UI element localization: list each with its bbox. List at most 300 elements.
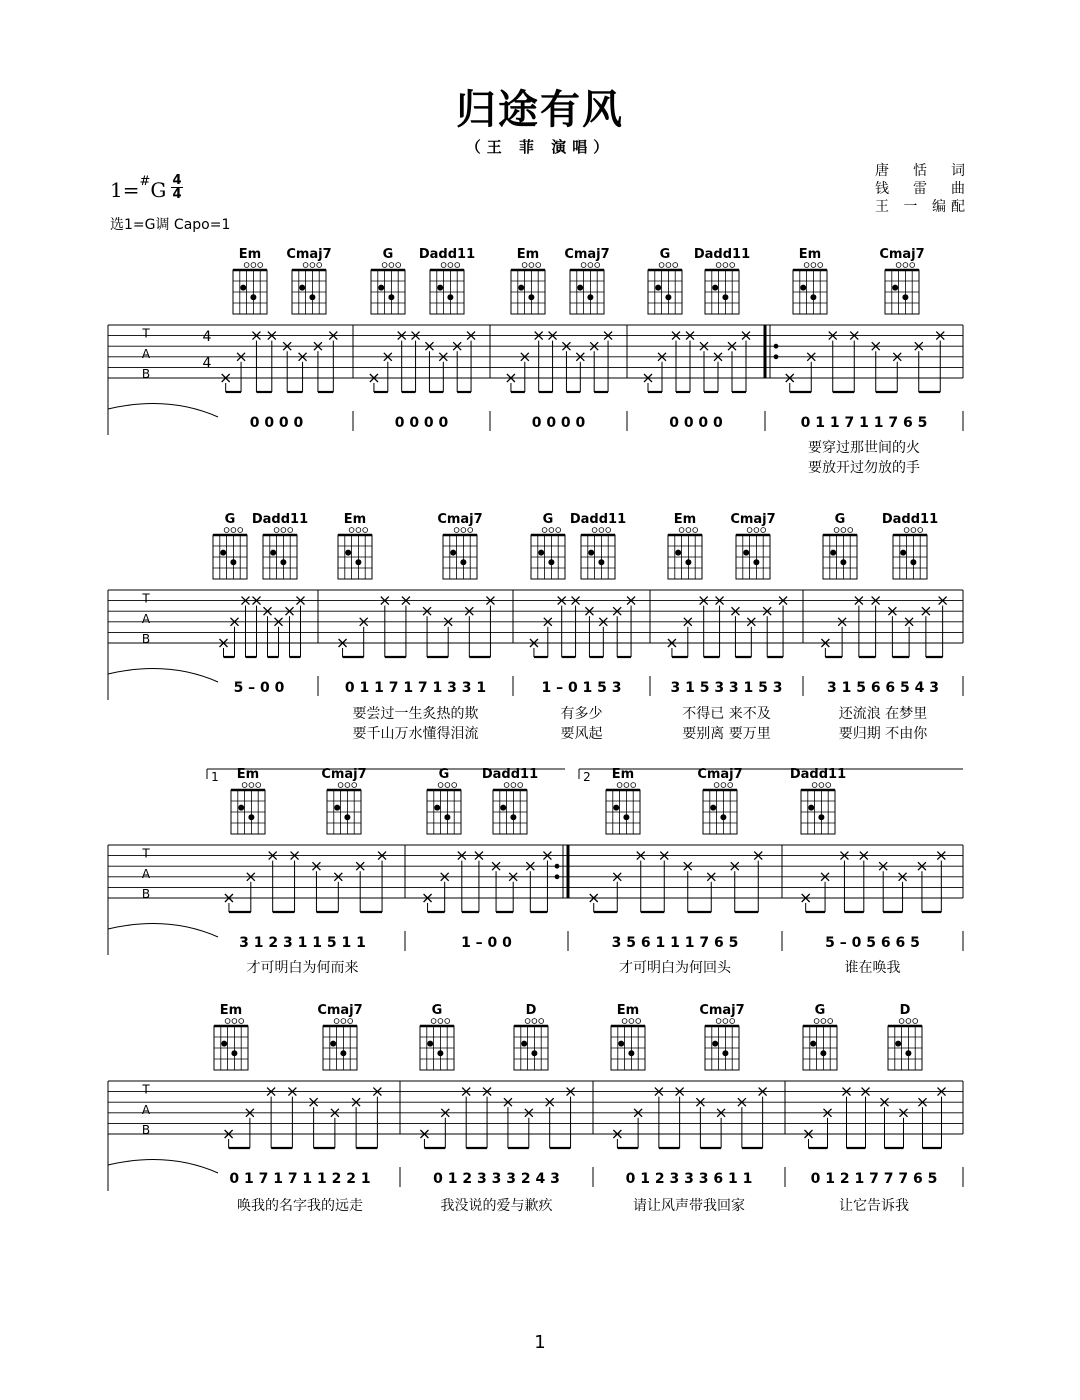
chord-diagram: [668, 528, 702, 579]
chord-diagram: [793, 263, 827, 314]
chord-name: G: [431, 1003, 443, 1018]
lyric-line: 不得已 来不及: [682, 706, 771, 722]
finger-dot: [623, 814, 629, 820]
chord-diagram: [233, 263, 267, 314]
chord-name: Cmaj7: [697, 767, 743, 782]
finger-dot: [221, 1041, 227, 1047]
finger-dot: [500, 805, 506, 811]
finger-dot: [355, 559, 361, 565]
open-string-marker: [352, 783, 357, 788]
tab-clef-a: A: [141, 1102, 151, 1117]
open-string-marker: [818, 263, 823, 268]
finger-dot: [840, 559, 846, 565]
lyric-line: 要穿过那世间的火: [808, 440, 920, 456]
tab-clef-a: A: [141, 866, 151, 881]
finger-dot: [427, 1041, 433, 1047]
finger-dot: [712, 1041, 718, 1047]
tab-clef-b: B: [141, 887, 151, 901]
open-string-marker: [461, 528, 466, 533]
open-string-marker: [686, 528, 691, 533]
finger-dot: [665, 294, 671, 300]
chord-name: Em: [219, 1003, 243, 1018]
chord-name: Cmaj7: [321, 767, 367, 782]
chord-name: Em: [616, 1003, 640, 1018]
finger-dot: [238, 805, 244, 811]
chord-name: Dadd11: [569, 512, 627, 527]
finger-dot: [220, 550, 226, 556]
finger-dot: [437, 285, 443, 291]
finger-dot: [450, 550, 456, 556]
open-string-marker: [504, 783, 509, 788]
chord-name: Cmaj7: [437, 512, 483, 527]
chord-name: Dadd11: [481, 767, 539, 782]
chord-name: G: [834, 512, 846, 527]
open-string-marker: [716, 1019, 721, 1024]
open-string-marker: [251, 263, 256, 268]
finger-dot: [510, 814, 516, 820]
open-string-marker: [624, 783, 629, 788]
chord-diagram: [292, 263, 326, 314]
open-string-marker: [747, 528, 752, 533]
open-string-marker: [249, 783, 254, 788]
open-string-marker: [317, 263, 322, 268]
lyric-line: 谁在唤我: [844, 960, 901, 976]
open-string-marker: [396, 263, 401, 268]
chord-name: Em: [516, 247, 540, 262]
chord-name: Cmaj7: [730, 512, 776, 527]
finger-dot: [800, 285, 806, 291]
open-string-marker: [455, 263, 460, 268]
chord-diagram: [371, 263, 405, 314]
open-string-marker: [310, 263, 315, 268]
open-string-marker: [334, 1019, 339, 1024]
jianpu-notes: 3 5 6 1 1 1 7 6 5: [611, 935, 739, 951]
finger-dot: [598, 559, 604, 565]
lyric-line: 要尝过一生炙热的欺: [352, 706, 479, 722]
open-string-marker: [834, 528, 839, 533]
chord-name: Dadd11: [789, 767, 847, 782]
open-string-marker: [636, 1019, 641, 1024]
finger-dot: [345, 550, 351, 556]
finger-dot: [712, 285, 718, 291]
chord-name: Cmaj7: [564, 247, 610, 262]
tie-arc: [108, 1160, 218, 1173]
open-string-marker: [231, 528, 236, 533]
finger-dot: [521, 1041, 527, 1047]
open-string-marker: [454, 528, 459, 533]
finger-dot: [340, 1050, 346, 1056]
chord-name: D: [525, 1003, 537, 1018]
open-string-marker: [518, 783, 523, 788]
finger-dot: [548, 559, 554, 565]
open-string-marker: [693, 528, 698, 533]
jianpu-notes: 1 – 0 0: [461, 935, 512, 951]
open-string-marker: [819, 783, 824, 788]
open-string-marker: [239, 1019, 244, 1024]
open-string-marker: [804, 263, 809, 268]
tab-clef-b: B: [141, 367, 151, 381]
finger-dot: [900, 550, 906, 556]
key-prefix: 1=: [110, 178, 140, 202]
finger-dot: [618, 1041, 624, 1047]
open-string-marker: [348, 1019, 353, 1024]
sharp-sign: #: [139, 174, 151, 189]
open-string-marker: [303, 263, 308, 268]
jianpu-notes: 3 1 5 3 3 1 5 3: [670, 680, 783, 696]
open-string-marker: [606, 528, 611, 533]
finger-dot: [722, 1050, 728, 1056]
chord-diagram: [885, 263, 919, 314]
credit-lyricist: 唐 恬 词: [875, 163, 965, 179]
tab-clef-t: T: [142, 1082, 150, 1097]
chord-diagram: [263, 528, 297, 579]
finger-dot: [588, 550, 594, 556]
open-string-marker: [911, 528, 916, 533]
chord-name: G: [224, 512, 236, 527]
finger-dot: [434, 805, 440, 811]
repeat-dot: [555, 864, 560, 869]
open-string-marker: [356, 528, 361, 533]
finger-dot: [460, 559, 466, 565]
finger-dot: [820, 1050, 826, 1056]
jianpu-notes: 5 – 0 5 6 6 5: [825, 935, 920, 951]
credit-arranger: 王 一 编配: [875, 199, 965, 215]
lyric-line: 让它告诉我: [839, 1198, 909, 1214]
jianpu-notes: 3 1 2 3 1 1 5 1 1: [239, 935, 366, 951]
chord-name: Cmaj7: [286, 247, 332, 262]
finger-dot: [330, 1041, 336, 1047]
open-string-marker: [730, 263, 735, 268]
tab-clef-b: B: [141, 1123, 151, 1137]
open-string-marker: [673, 263, 678, 268]
finger-dot: [895, 1041, 901, 1047]
open-string-marker: [382, 263, 387, 268]
open-string-marker: [242, 783, 247, 788]
finger-dot: [720, 814, 726, 820]
chord-name: Cmaj7: [317, 1003, 363, 1018]
finger-dot: [892, 285, 898, 291]
chord-diagram: [648, 263, 682, 314]
chord-diagram: [338, 528, 372, 579]
finger-dot: [538, 550, 544, 556]
song-title: 归途有风: [456, 87, 624, 133]
lyric-line: 有多少: [560, 706, 603, 722]
open-string-marker: [581, 263, 586, 268]
chord-diagram: [823, 528, 857, 579]
tie-arc: [108, 669, 218, 682]
jianpu-notes: 0 1 2 1 7 7 7 6 5: [810, 1171, 938, 1187]
chord-diagram: [493, 783, 527, 834]
tab-clef-b: B: [141, 632, 151, 646]
finger-dot: [344, 814, 350, 820]
open-string-marker: [588, 263, 593, 268]
open-string-marker: [761, 528, 766, 533]
chord-diagram: [514, 1019, 548, 1070]
lyric-line: 才可明白为何回头: [619, 960, 731, 976]
finger-dot: [248, 814, 254, 820]
key-note: G: [150, 178, 167, 202]
chord-diagram: [801, 783, 835, 834]
jianpu-notes: 3 1 5 6 6 5 4 3: [826, 680, 940, 696]
open-string-marker: [529, 263, 534, 268]
chord-diagram: [705, 1019, 739, 1070]
open-string-marker: [841, 528, 846, 533]
open-string-marker: [288, 528, 293, 533]
chord-name: Cmaj7: [699, 1003, 745, 1018]
open-string-marker: [812, 783, 817, 788]
capo-note: 选1=G调 Capo=1: [110, 217, 231, 233]
finger-dot: [240, 285, 246, 291]
finger-dot: [587, 294, 593, 300]
lyric-line: 请让风声带我回家: [633, 1198, 745, 1214]
open-string-marker: [723, 1019, 728, 1024]
open-string-marker: [821, 1019, 826, 1024]
chord-name: G: [814, 1003, 826, 1018]
open-string-marker: [592, 528, 597, 533]
jianpu-notes: 0 0 0 0: [249, 415, 304, 431]
open-string-marker: [536, 263, 541, 268]
finger-dot: [388, 294, 394, 300]
chord-name: Em: [343, 512, 367, 527]
open-string-marker: [910, 263, 915, 268]
jianpu-notes: 0 0 0 0: [394, 415, 449, 431]
open-string-marker: [595, 263, 600, 268]
jianpu-notes: 1 – 0 1 5 3: [541, 680, 622, 696]
open-string-marker: [913, 1019, 918, 1024]
finger-dot: [808, 805, 814, 811]
open-string-marker: [274, 528, 279, 533]
open-string-marker: [539, 1019, 544, 1024]
repeat-dot: [555, 874, 560, 879]
open-string-marker: [659, 263, 664, 268]
chord-diagram: [803, 1019, 837, 1070]
finger-dot: [810, 294, 816, 300]
open-string-marker: [666, 263, 671, 268]
open-string-marker: [441, 263, 446, 268]
open-string-marker: [349, 528, 354, 533]
chord-diagram: [888, 1019, 922, 1070]
jianpu-notes: 0 0 0 0: [669, 415, 723, 431]
finger-dot: [743, 550, 749, 556]
finger-dot: [334, 805, 340, 811]
open-string-marker: [629, 1019, 634, 1024]
tab-time-den: 4: [202, 355, 212, 372]
open-string-marker: [599, 528, 604, 533]
chord-diagram: [736, 528, 770, 579]
open-string-marker: [826, 783, 831, 788]
open-string-marker: [431, 1019, 436, 1024]
finger-dot: [299, 285, 305, 291]
time-denominator: 4: [172, 187, 182, 202]
finger-dot: [444, 814, 450, 820]
finger-dot: [250, 294, 256, 300]
performer-line: （王 菲 演唱）: [465, 138, 615, 156]
open-string-marker: [258, 263, 263, 268]
finger-dot: [577, 285, 583, 291]
chord-name: Dadd11: [881, 512, 939, 527]
chord-diagram: [420, 1019, 454, 1070]
open-string-marker: [723, 263, 728, 268]
lyric-line: 要放开过勿放的手: [808, 460, 920, 476]
tab-clef-t: T: [142, 846, 150, 861]
open-string-marker: [522, 263, 527, 268]
chord-diagram: [705, 263, 739, 314]
open-string-marker: [721, 783, 726, 788]
repeat-dot: [774, 354, 779, 359]
open-string-marker: [445, 1019, 450, 1024]
open-string-marker: [256, 783, 261, 788]
open-string-marker: [556, 528, 561, 533]
open-string-marker: [811, 263, 816, 268]
finger-dot: [437, 1050, 443, 1056]
chord-name: Cmaj7: [879, 247, 925, 262]
finger-dot: [710, 805, 716, 811]
jianpu-notes: 0 1 2 3 3 3 6 1 1: [625, 1171, 753, 1187]
finger-dot: [518, 285, 524, 291]
chord-name: Em: [673, 512, 697, 527]
open-string-marker: [452, 783, 457, 788]
chord-diagram: [443, 528, 477, 579]
finger-dot: [830, 550, 836, 556]
open-string-marker: [848, 528, 853, 533]
chord-name: Em: [236, 767, 260, 782]
open-string-marker: [338, 783, 343, 788]
tab-time-num: 4: [202, 328, 212, 345]
open-string-marker: [232, 1019, 237, 1024]
chord-diagram: [214, 1019, 248, 1070]
open-string-marker: [345, 783, 350, 788]
open-string-marker: [714, 783, 719, 788]
chord-name: Em: [798, 247, 822, 262]
finger-dot: [230, 559, 236, 565]
chord-name: Dadd11: [693, 247, 751, 262]
volta-number: 2: [583, 770, 591, 784]
chord-diagram: [213, 528, 247, 579]
open-string-marker: [549, 528, 554, 533]
open-string-marker: [814, 1019, 819, 1024]
volta-number: 1: [211, 770, 219, 784]
lyric-line: 才可明白为何而来: [246, 960, 359, 976]
open-string-marker: [281, 528, 286, 533]
open-string-marker: [679, 528, 684, 533]
jianpu-notes: 0 1 7 1 7 1 1 2 2 1: [229, 1171, 371, 1187]
open-string-marker: [224, 528, 229, 533]
finger-dot: [628, 1050, 634, 1056]
open-string-marker: [389, 263, 394, 268]
finger-dot: [818, 814, 824, 820]
finger-dot: [655, 285, 661, 291]
open-string-marker: [238, 528, 243, 533]
finger-dot: [810, 1041, 816, 1047]
jianpu-notes: 0 0 0 0: [531, 415, 586, 431]
chord-diagram: [511, 263, 545, 314]
lyric-line: 要归期 不由你: [838, 726, 928, 742]
open-string-marker: [225, 1019, 230, 1024]
tab-clef-a: A: [141, 346, 151, 361]
finger-dot: [685, 559, 691, 565]
finger-dot: [528, 294, 534, 300]
open-string-marker: [445, 783, 450, 788]
chord-diagram: [323, 1019, 357, 1070]
chord-diagram: [893, 528, 927, 579]
chord-diagram: [531, 528, 565, 579]
open-string-marker: [244, 263, 249, 268]
finger-dot: [905, 1050, 911, 1056]
finger-dot: [378, 285, 384, 291]
chord-diagram: [581, 528, 615, 579]
chord-diagram: [327, 783, 361, 834]
page-number: 1: [534, 1332, 546, 1353]
open-string-marker: [716, 263, 721, 268]
chord-diagram: [606, 783, 640, 834]
open-string-marker: [363, 528, 368, 533]
open-string-marker: [622, 1019, 627, 1024]
credit-composer: 钱 雷 曲: [875, 181, 965, 197]
finger-dot: [722, 294, 728, 300]
finger-dot: [910, 559, 916, 565]
open-string-marker: [448, 263, 453, 268]
chord-diagram: [611, 1019, 645, 1070]
open-string-marker: [617, 783, 622, 788]
lyric-line: 要千山万水懂得泪流: [352, 726, 479, 742]
open-string-marker: [468, 528, 473, 533]
open-string-marker: [828, 1019, 833, 1024]
open-string-marker: [906, 1019, 911, 1024]
chord-name: Em: [238, 247, 262, 262]
lyric-line: 要别离 要万里: [682, 726, 771, 742]
open-string-marker: [438, 1019, 443, 1024]
open-string-marker: [896, 263, 901, 268]
chord-diagram: [570, 263, 604, 314]
jianpu-notes: 5 – 0 0: [233, 680, 285, 696]
chord-diagram: [231, 783, 265, 834]
tie-arc: [108, 404, 218, 417]
finger-dot: [270, 550, 276, 556]
finger-dot: [902, 294, 908, 300]
open-string-marker: [899, 1019, 904, 1024]
open-string-marker: [542, 528, 547, 533]
finger-dot: [531, 1050, 537, 1056]
repeat-dot: [774, 344, 779, 349]
tab-clef-a: A: [141, 611, 151, 626]
chord-name: Dadd11: [251, 512, 309, 527]
chord-name: D: [899, 1003, 911, 1018]
lyric-line: 我没说的爱与歉疚: [440, 1198, 553, 1214]
lyric-line: 唤我的名字我的远走: [237, 1198, 363, 1214]
finger-dot: [753, 559, 759, 565]
open-string-marker: [730, 1019, 735, 1024]
open-string-marker: [341, 1019, 346, 1024]
open-string-marker: [438, 783, 443, 788]
finger-dot: [613, 805, 619, 811]
open-string-marker: [904, 528, 909, 533]
open-string-marker: [728, 783, 733, 788]
chord-name: G: [542, 512, 554, 527]
finger-dot: [231, 1050, 237, 1056]
jianpu-notes: 0 1 1 7 1 7 1 3 3 1: [344, 680, 487, 696]
chord-diagram: [703, 783, 737, 834]
tab-clef-t: T: [142, 326, 150, 341]
chord-name: Em: [611, 767, 635, 782]
jianpu-notes: 0 1 2 3 3 3 2 4 3: [433, 1171, 560, 1187]
chord-name: G: [659, 247, 671, 262]
open-string-marker: [918, 528, 923, 533]
chord-diagram: [430, 263, 464, 314]
finger-dot: [675, 550, 681, 556]
lyric-line: 还流浪 在梦里: [838, 706, 928, 722]
finger-dot: [447, 294, 453, 300]
open-string-marker: [754, 528, 759, 533]
